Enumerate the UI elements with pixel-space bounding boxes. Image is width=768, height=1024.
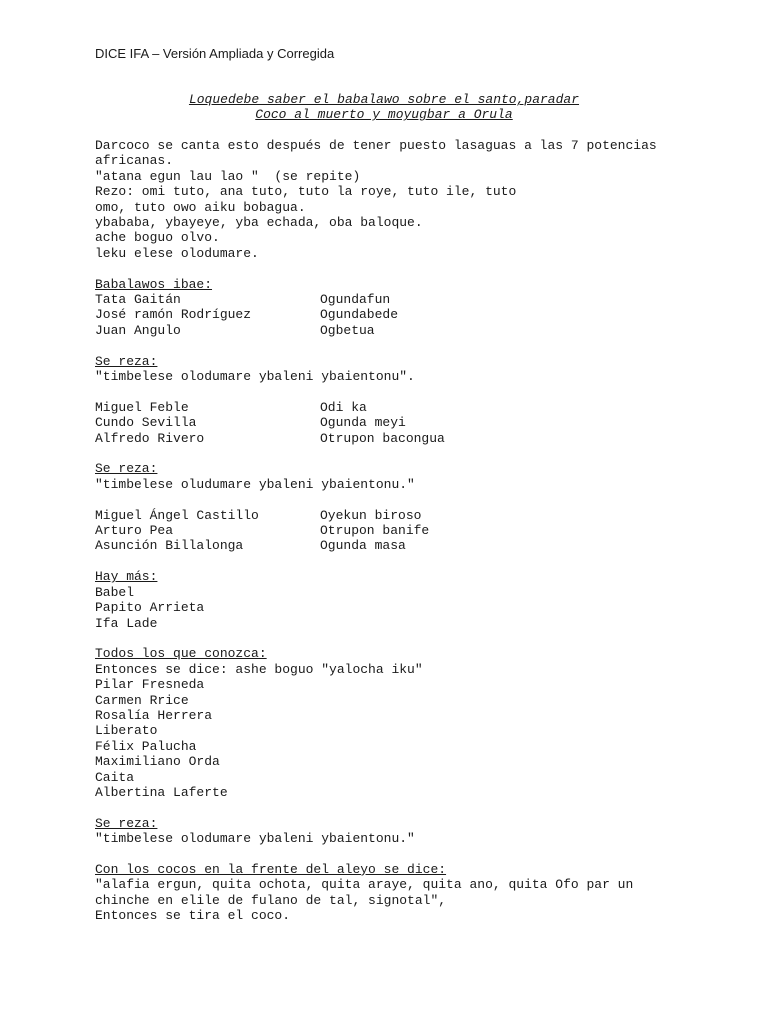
todos-heading: Todos los que conozca:: [95, 646, 267, 662]
cocos-line: chinche en elile de fulano de tal, signotal",: [95, 892, 447, 908]
babalawo-odu: Ogundafun: [320, 292, 391, 308]
intro-line: "atana egun lau lao " (se repite): [95, 168, 361, 184]
list-item: Rosalía Herrera: [95, 707, 213, 723]
list-item: Maximiliano Orda: [95, 754, 220, 770]
babalawo-name: Alfredo Rivero: [95, 430, 205, 446]
todos-intro: Entonces se dice: ashe boguo "yalocha iku": [95, 661, 423, 677]
babalawo-odu: Ogunda meyi: [320, 415, 406, 431]
list-item: Babel: [95, 584, 135, 600]
babalawo-name: Asunción Billalonga: [95, 538, 244, 554]
cocos-heading: Con los cocos en la frente del aleyo se dice:: [95, 861, 447, 877]
babalawo-odu: Otrupon bacongua: [320, 430, 445, 446]
list-item: [95, 415, 705, 430]
list-item: Liberato: [95, 723, 158, 739]
intro-line: africanas.: [95, 153, 174, 169]
title-line-1: Loquedebe saber el babalawo sobre el santo,paradar: [188, 92, 580, 107]
document-body: [95, 138, 705, 924]
rezo-text: "timbelese olodumare ybaleni ybaientonu".: [95, 369, 415, 385]
cocos-line: Entonces se tira el coco.: [95, 908, 291, 924]
title-line-2: Coco al muerto y moyugbar a Orula: [255, 107, 513, 123]
list-item: [95, 508, 705, 523]
list-item: Carmen Rrice: [95, 692, 189, 708]
se-reza-heading: Se reza:: [95, 461, 158, 477]
list-item: [95, 307, 705, 322]
babalawo-name: José ramón Rodríguez: [95, 307, 252, 323]
babalawo-name: Cundo Sevilla: [95, 415, 197, 431]
rezo-text: "timbelese olodumare ybaleni ybaientonu.": [95, 831, 415, 847]
list-item: [95, 400, 705, 415]
babalawo-name: Juan Angulo: [95, 322, 181, 338]
babalawo-odu: Ogundabede: [320, 307, 399, 323]
list-item: Albertina Laferte: [95, 784, 228, 800]
intro-line: ache boguo olvo.: [95, 230, 220, 246]
document-title: [95, 92, 673, 123]
list-item: [95, 323, 705, 338]
babalawo-odu: Otrupon banife: [320, 523, 430, 539]
list-item: Pilar Fresneda: [95, 677, 205, 693]
babalawo-odu: Ogbetua: [320, 322, 375, 338]
babalawos-heading: Babalawos ibae:: [95, 276, 213, 292]
cocos-line: "alafia ergun, quita ochota, quita araye, quita ano, quita Ofo par un: [95, 877, 634, 893]
list-item: Félix Palucha: [95, 738, 197, 754]
hay-mas-heading: Hay más:: [95, 569, 158, 585]
list-item: [95, 431, 705, 446]
se-reza-heading: Se reza:: [95, 815, 158, 831]
babalawo-name: Miguel Feble: [95, 399, 189, 415]
intro-line: Darcoco se canta esto después de tener puesto lasaguas a las 7 potencias: [95, 138, 657, 153]
page-header: DICE IFA – Versión Ampliada y Corregida: [95, 46, 335, 61]
babalawo-odu: Ogunda masa: [320, 538, 406, 554]
list-item: Ifa Lade: [95, 615, 158, 631]
list-item: Papito Arrieta: [95, 600, 205, 616]
intro-line: ybababa, ybayeye, yba echada, oba baloque.: [95, 215, 423, 231]
babalawo-name: Arturo Pea: [95, 523, 174, 539]
intro-line: leku elese olodumare.: [95, 245, 259, 261]
list-item: [95, 538, 705, 553]
se-reza-heading: Se reza:: [95, 353, 158, 369]
intro-line: omo, tuto owo aiku bobagua.: [95, 199, 306, 215]
list-item: Caita: [95, 769, 135, 785]
babalawo-name: Tata Gaitán: [95, 292, 181, 308]
intro-line: Rezo: omi tuto, ana tuto, tuto la roye, tuto ile, tuto: [95, 184, 517, 200]
list-item: [95, 523, 705, 538]
babalawo-odu: Odi ka: [320, 399, 367, 415]
babalawo-name: Miguel Ángel Castillo: [95, 507, 259, 523]
babalawo-odu: Oyekun biroso: [320, 507, 422, 523]
rezo-text: "timbelese oludumare ybaleni ybaientonu.": [95, 476, 415, 492]
list-item: [95, 292, 705, 307]
